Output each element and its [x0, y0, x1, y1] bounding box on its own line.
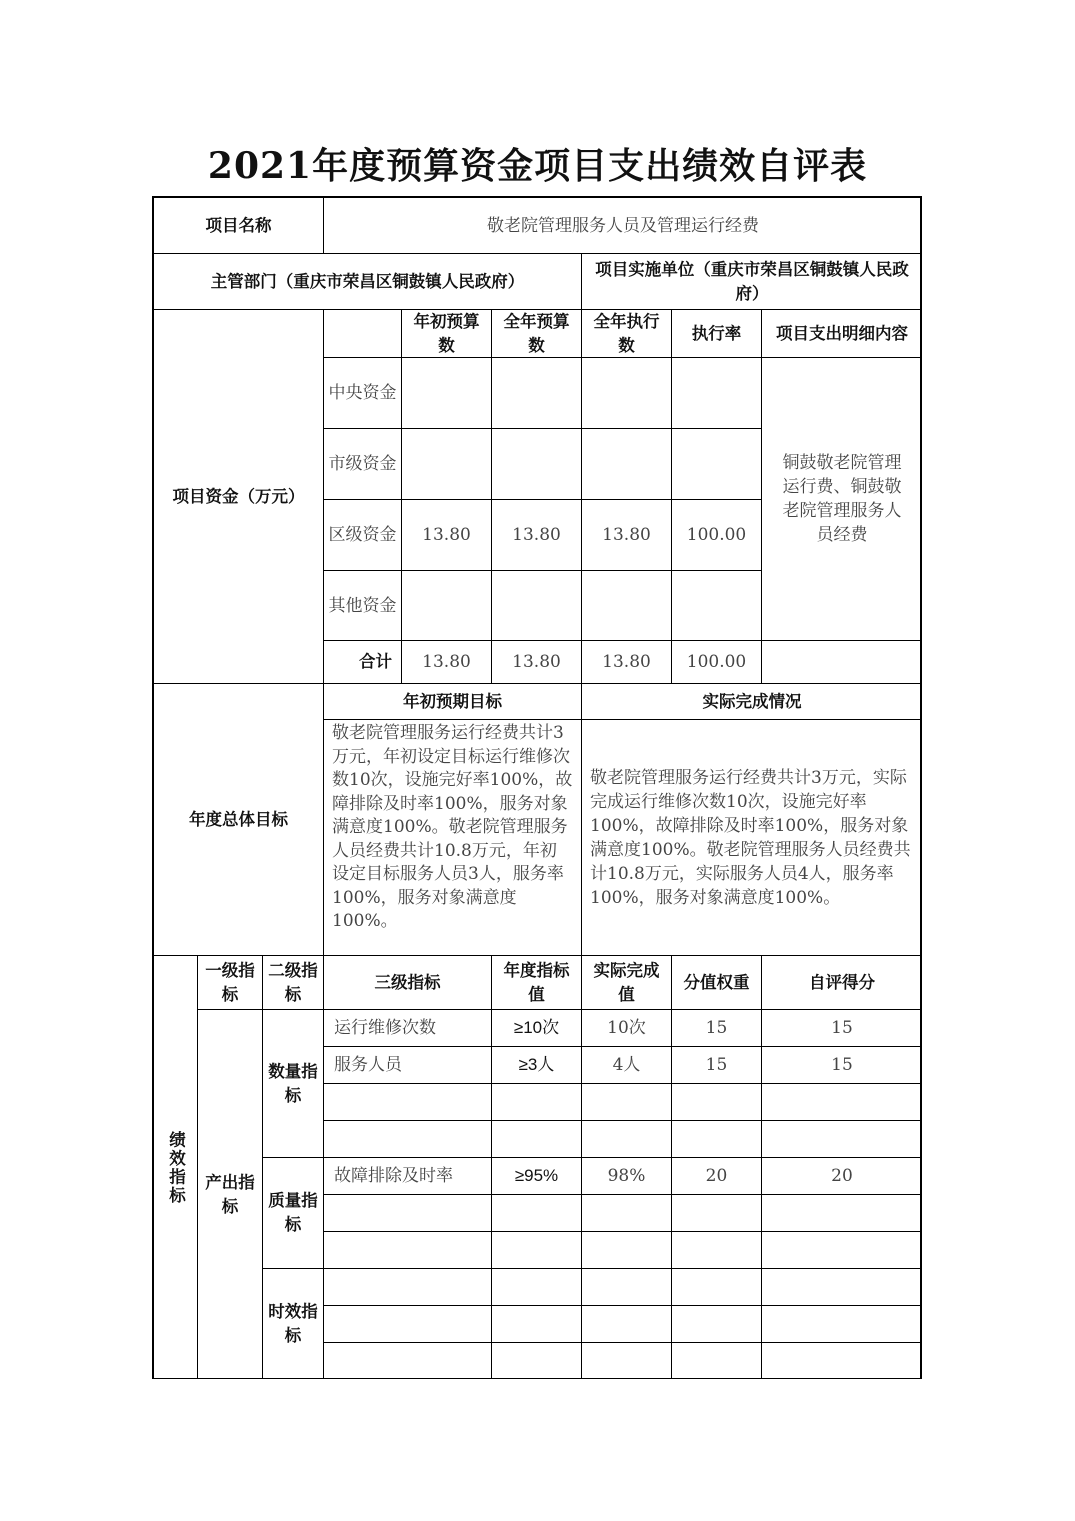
goals-expected-header: 年初预期目标	[324, 684, 582, 720]
ind-target: ≥10次	[492, 1010, 582, 1047]
page-title: 2021年度预算资金项目支出绩效自评表	[207, 145, 868, 187]
ind-score	[762, 1306, 922, 1343]
funds-cell	[582, 571, 672, 641]
funds-header: 执行率	[672, 310, 762, 358]
ind-header: 实际完成值	[582, 956, 672, 1010]
funds-total-cell: 100.00	[672, 641, 762, 684]
ind-weight	[672, 1306, 762, 1343]
ind-weight	[672, 1195, 762, 1232]
funds-header: 年初预算数	[402, 310, 492, 358]
ind-group-label: 时效指标	[263, 1269, 324, 1379]
funds-total-label: 合计	[324, 641, 402, 684]
funds-cell: 13.80	[402, 500, 492, 571]
ind-group-label: 质量指标	[263, 1158, 324, 1269]
goals-actual-text: 敬老院管理服务运行经费共计3万元，实际完成运行维修次数10次，设施完好率100%，故障排除及时率100%，服务对象满意度100%。敬老院管理服务人员经费共计10.8万元，实际服务人员4人，服务率100%，服务对象满意度100%。	[582, 720, 922, 956]
ind-score: 20	[762, 1158, 922, 1195]
ind-name	[324, 1195, 492, 1232]
ind-header: 年度指标值	[492, 956, 582, 1010]
project-name-value: 敬老院管理服务人员及管理运行经费	[324, 198, 922, 254]
funds-header: 全年预算数	[492, 310, 582, 358]
funds-cell	[672, 358, 762, 429]
ind-score	[762, 1084, 922, 1121]
ind-target	[492, 1121, 582, 1158]
ind-weight	[672, 1232, 762, 1269]
ind-score: 15	[762, 1010, 922, 1047]
funds-row-label: 区级资金	[324, 500, 402, 571]
ind-score	[762, 1343, 922, 1379]
ind-score	[762, 1121, 922, 1158]
indicators-label	[154, 956, 198, 1379]
ind-weight: 15	[672, 1010, 762, 1047]
funds-cell	[402, 358, 492, 429]
funds-cell	[672, 571, 762, 641]
ind-name: 故障排除及时率	[324, 1158, 492, 1195]
funds-total-cell: 13.80	[402, 641, 492, 684]
funds-detail: 铜鼓敬老院管理运行费、铜鼓敬老院管理服务人员经费	[762, 358, 922, 641]
funds-total-cell: 13.80	[582, 641, 672, 684]
ind-actual: 10次	[582, 1010, 672, 1047]
ind-target: ≥95%	[492, 1158, 582, 1195]
funds-cell	[402, 571, 492, 641]
ind-actual: 4人	[582, 1047, 672, 1084]
ind-header: 分值权重	[672, 956, 762, 1010]
funds-cell	[672, 429, 762, 500]
ind-score: 15	[762, 1047, 922, 1084]
ind-target	[492, 1269, 582, 1306]
ind-target	[492, 1343, 582, 1379]
ind-actual: 98%	[582, 1158, 672, 1195]
funds-cell	[582, 358, 672, 429]
impl-unit-label: 项目实施单位（重庆市荣昌区铜鼓镇人民政府）	[582, 254, 922, 310]
ind-weight	[672, 1084, 762, 1121]
funds-cell	[492, 358, 582, 429]
funds-total-detail	[762, 641, 922, 684]
dept-label: 主管部门（重庆市荣昌区铜鼓镇人民政府）	[154, 254, 582, 310]
funds-cell	[402, 429, 492, 500]
funds-cell: 100.00	[672, 500, 762, 571]
goals-actual-header: 实际完成情况	[582, 684, 922, 720]
ind-header: 三级指标	[324, 956, 492, 1010]
ind-target: ≥3人	[492, 1047, 582, 1084]
goals-label: 年度总体目标	[154, 684, 324, 956]
evaluation-table	[152, 196, 922, 1379]
ind-target	[492, 1232, 582, 1269]
indicators-label-text: 绩效指标	[166, 1130, 186, 1205]
ind-weight: 20	[672, 1158, 762, 1195]
ind-actual	[582, 1269, 672, 1306]
ind-weight	[672, 1269, 762, 1306]
ind-weight	[672, 1121, 762, 1158]
ind-weight: 15	[672, 1047, 762, 1084]
funds-row-label: 市级资金	[324, 429, 402, 500]
funds-label: 项目资金（万元）	[154, 310, 324, 684]
project-name-label: 项目名称	[154, 198, 324, 254]
funds-cell: 13.80	[582, 500, 672, 571]
ind-name: 服务人员	[324, 1047, 492, 1084]
ind-name	[324, 1306, 492, 1343]
ind-actual	[582, 1306, 672, 1343]
ind-name	[324, 1232, 492, 1269]
ind-header: 自评得分	[762, 956, 922, 1010]
ind-group-label: 数量指标	[263, 1010, 324, 1158]
funds-header: 全年执行数	[582, 310, 672, 358]
funds-cell	[492, 571, 582, 641]
ind-name: 运行维修次数	[324, 1010, 492, 1047]
ind-score	[762, 1195, 922, 1232]
ind-actual	[582, 1195, 672, 1232]
funds-cell	[582, 429, 672, 500]
ind-score	[762, 1269, 922, 1306]
ind-actual	[582, 1232, 672, 1269]
ind-weight	[672, 1343, 762, 1379]
funds-cell: 13.80	[492, 500, 582, 571]
funds-row-label: 中央资金	[324, 358, 402, 429]
goals-expected-text: 敬老院管理服务运行经费共计3万元，年初设定目标运行维修次数10次，设施完好率100%，故障排除及时率100%，服务对象满意度100%。敬老院管理服务人员经费共计10.8万元，年初设定目标服务人员3人，服务率100%，服务对象满意度100%。	[324, 720, 582, 956]
ind-name	[324, 1343, 492, 1379]
ind-header: 二级指标	[263, 956, 324, 1010]
funds-header: 项目支出明细内容	[762, 310, 922, 358]
funds-cell	[492, 429, 582, 500]
ind-target	[492, 1195, 582, 1232]
ind-name	[324, 1121, 492, 1158]
ind-actual	[582, 1121, 672, 1158]
funds-total-cell: 13.80	[492, 641, 582, 684]
ind-name	[324, 1269, 492, 1306]
ind-target	[492, 1306, 582, 1343]
ind-actual	[582, 1084, 672, 1121]
ind-level1: 产出指标	[198, 1010, 263, 1379]
ind-name	[324, 1084, 492, 1121]
funds-header-blank	[324, 310, 402, 358]
ind-header: 一级指标	[198, 956, 263, 1010]
ind-actual	[582, 1343, 672, 1379]
ind-target	[492, 1084, 582, 1121]
ind-score	[762, 1232, 922, 1269]
funds-row-label: 其他资金	[324, 571, 402, 641]
